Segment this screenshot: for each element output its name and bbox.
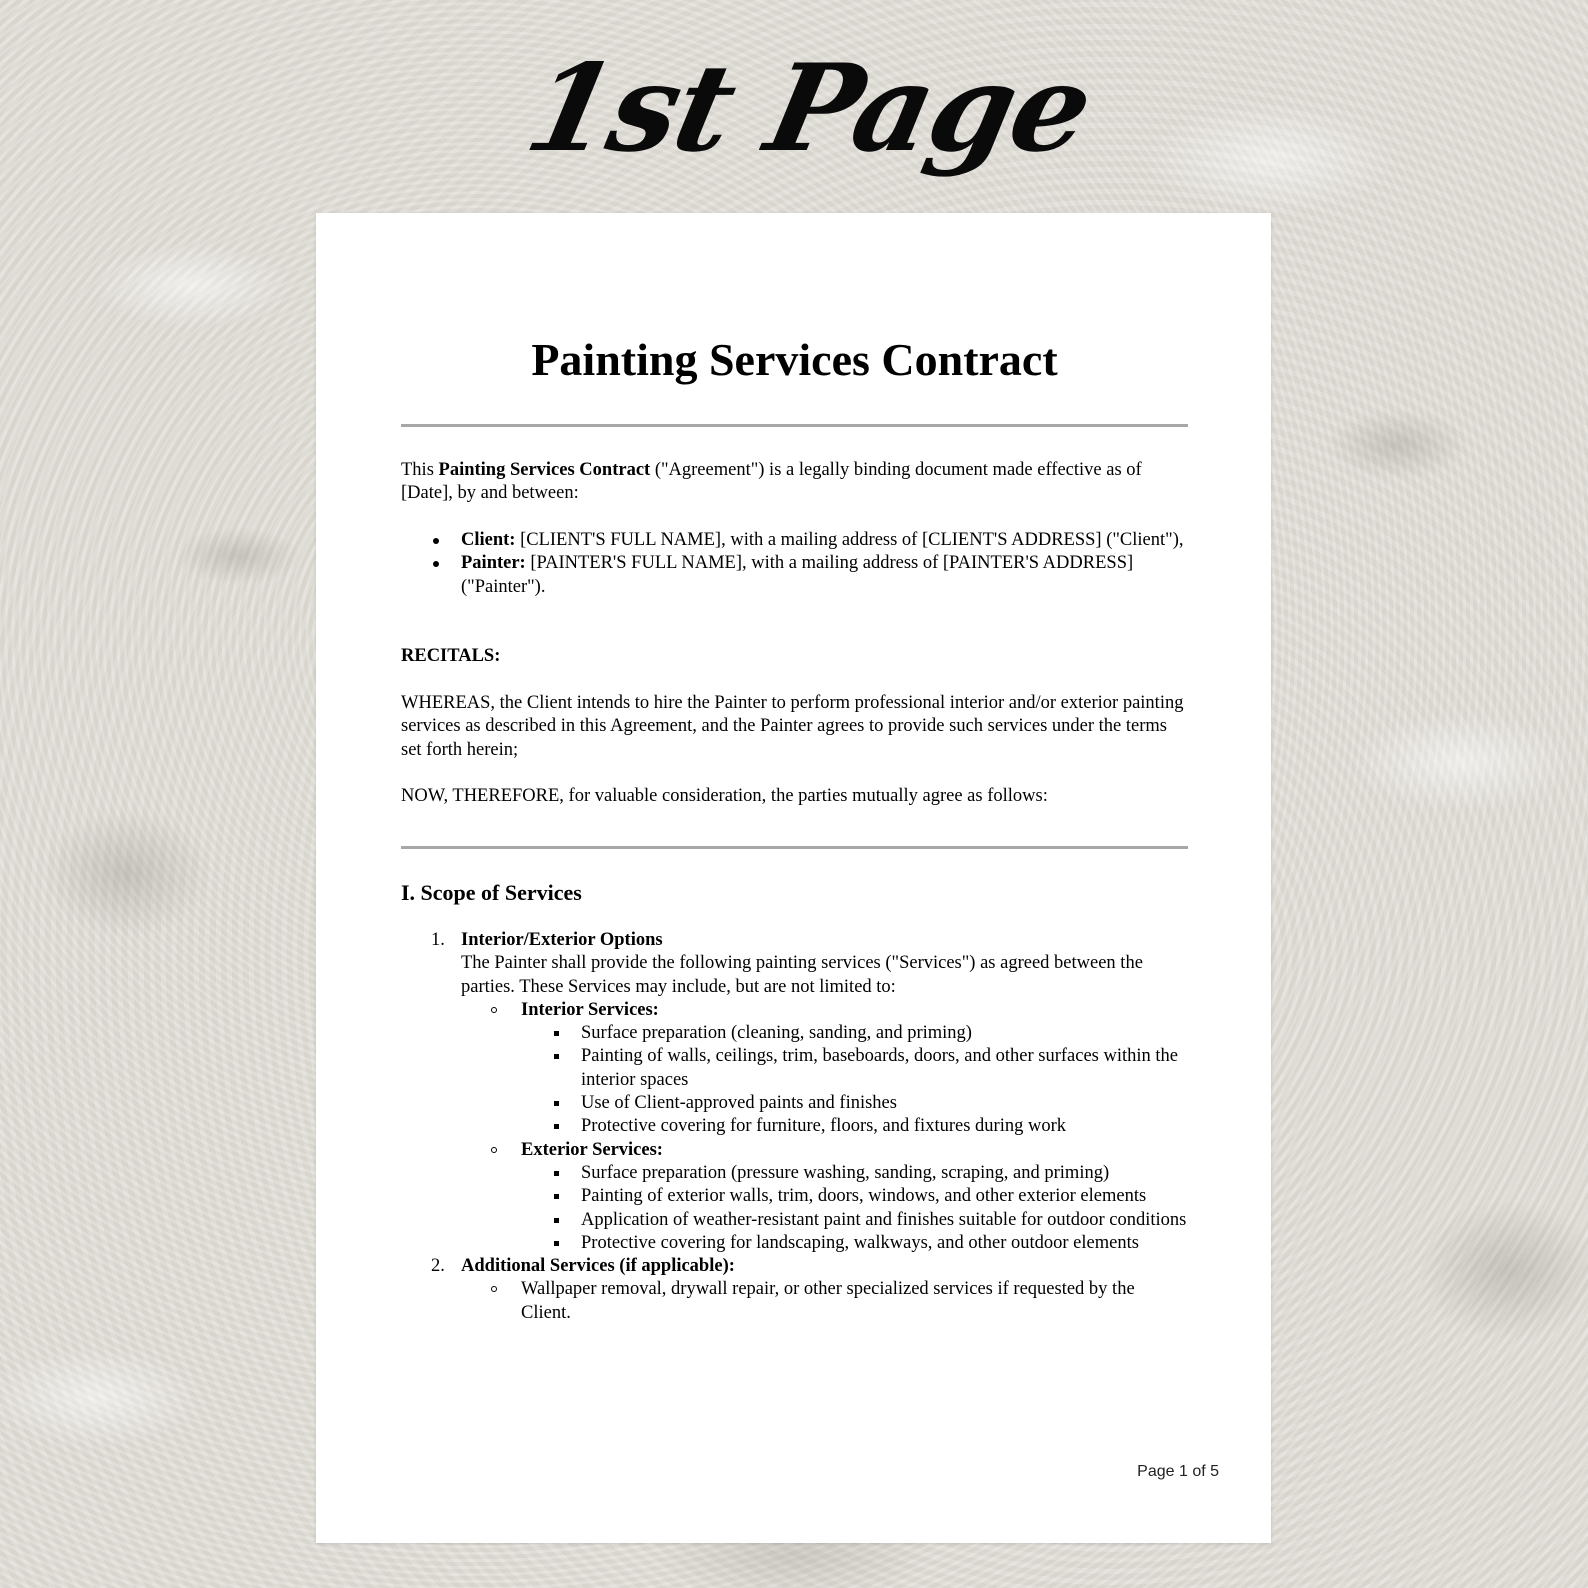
square-bullet-icon: [554, 1218, 559, 1223]
circle-bullet-icon: [491, 1147, 497, 1153]
circle-bullet-icon: [491, 1286, 497, 1292]
interior-services: [401, 999, 1188, 1022]
exterior-item-text: Protective covering for landscaping, walkways, and other outdoor elements: [581, 1232, 1139, 1253]
party-client-label: Client:: [461, 530, 516, 550]
exterior-item-text: Surface preparation (pressure washing, sanding, scraping, and priming): [581, 1162, 1110, 1183]
intro-paragraph: [401, 459, 1188, 506]
exterior-item: [401, 1162, 1188, 1185]
scope-item-1-title: Interior/Exterior Options: [461, 930, 663, 950]
square-bullet-icon: [554, 1124, 559, 1129]
exterior-services-label: Exterior Services:: [521, 1139, 663, 1160]
exterior-item: [401, 1232, 1188, 1255]
interior-item-text: Protective covering for furniture, floors, and fixtures during work: [581, 1116, 1066, 1137]
exterior-item-text: Painting of exterior walls, trim, doors, windows, and other exterior elements: [581, 1186, 1147, 1207]
additional-service-text: Wallpaper removal, drywall repair, or other specialized services if requested by the Client.: [521, 1279, 1135, 1323]
square-bullet-icon: [554, 1054, 559, 1059]
scope-item-1-text: The Painter shall provide the following painting services ("Services") as agreed between the parties. These Services may include, but are not limited to:: [461, 953, 1143, 997]
square-bullet-icon: [554, 1241, 559, 1246]
square-bullet-icon: [554, 1171, 559, 1176]
square-bullet-icon: [554, 1031, 559, 1036]
interior-services-label: Interior Services:: [521, 999, 659, 1020]
exterior-item: [401, 1185, 1188, 1208]
interior-item: [401, 1092, 1188, 1115]
square-bullet-icon: [554, 1101, 559, 1106]
whereas-paragraph: WHEREAS, the Client intends to hire the Painter to perform professional interior and/or exterior painting services as described in this Agreement, and the Painter agrees to provide such services under the terms set forth herein;: [401, 693, 1184, 760]
scope-list: [401, 929, 1188, 1325]
interior-item: [401, 1022, 1188, 1045]
title-divider: [401, 424, 1188, 427]
exterior-item: [401, 1209, 1188, 1232]
scope-item-1-number: 1.: [431, 930, 445, 950]
interior-item: [401, 1045, 1188, 1092]
scope-item-2-number: 2.: [431, 1256, 445, 1277]
additional-service-item: [401, 1278, 1188, 1325]
exterior-services: [401, 1139, 1188, 1162]
scope-item-2-title: Additional Services (if applicable):: [461, 1256, 735, 1277]
intro-prefix: This: [401, 460, 439, 480]
scope-item-1: [401, 929, 1188, 999]
interior-item: [401, 1115, 1188, 1138]
circle-bullet-icon: [491, 1007, 497, 1013]
interior-item-text: Surface preparation (cleaning, sanding, and priming): [581, 1023, 972, 1044]
party-client-text: [CLIENT'S FULL NAME], with a mailing address of [CLIENT'S ADDRESS] ("Client"),: [515, 530, 1184, 550]
document-page: [316, 213, 1271, 1543]
party-painter: [401, 552, 1188, 599]
interior-item-text: Painting of walls, ceilings, trim, baseboards, doors, and other surfaces within the interior spaces: [581, 1046, 1179, 1090]
page-banner: [0, 28, 1588, 208]
recitals-heading: RECITALS:: [401, 646, 501, 666]
square-bullet-icon: [554, 1194, 559, 1199]
document-title: Painting Services Contract: [531, 334, 1058, 385]
exterior-item-text: Application of weather-resistant paint and finishes suitable for outdoor conditions: [581, 1209, 1187, 1230]
intro-suffix: ("Agreement") is a legally binding document made effective as of [Date], by and between:: [401, 460, 1142, 504]
banner-heading-svg: [0, 28, 1588, 208]
scope-item-2: [401, 1255, 1188, 1278]
party-client: [401, 529, 1188, 552]
parties-list: [401, 529, 1188, 599]
section-divider: [401, 846, 1188, 849]
party-painter-text: [PAINTER'S FULL NAME], with a mailing address of [PAINTER'S ADDRESS] ("Painter").: [461, 553, 1134, 597]
now-therefore-paragraph: NOW, THEREFORE, for valuable consideration, the parties mutually agree as follows:: [401, 786, 1048, 806]
page-number: Page 1 of 5: [1137, 1463, 1219, 1480]
party-painter-label: Painter:: [461, 553, 526, 574]
banner-heading: 1st Page: [515, 37, 1103, 179]
interior-item-text: Use of Client-approved paints and finishes: [581, 1093, 897, 1114]
intro-bold-title: Painting Services Contract: [438, 460, 651, 480]
section-heading-scope: I. Scope of Services: [401, 880, 582, 905]
